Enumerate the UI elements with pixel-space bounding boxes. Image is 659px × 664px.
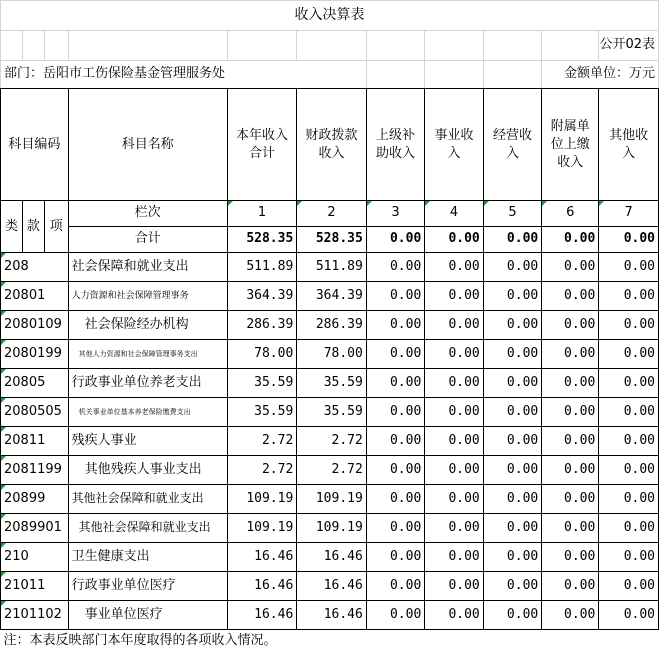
row-name: 卫生健康支出 xyxy=(68,543,227,572)
row-fiscal: 364.39 xyxy=(297,282,367,311)
footnote: 注：本表反映部门本年度取得的各项收入情况。 xyxy=(1,630,659,654)
row-affiliated: 0.00 xyxy=(542,253,599,282)
header-operating-text: 经营收入 xyxy=(492,127,532,161)
row-business: 0.00 xyxy=(425,514,483,543)
row-business: 0.00 xyxy=(425,427,483,456)
row-business: 0.00 xyxy=(425,369,483,398)
table-row xyxy=(1,340,659,369)
header-other xyxy=(599,89,659,201)
row-operating: 0.00 xyxy=(483,369,541,398)
row-other: 0.00 xyxy=(599,253,659,282)
row-name: 其他残疾人事业支出 xyxy=(68,456,227,485)
row-code: 20805 xyxy=(1,369,69,398)
row-fiscal: 2.72 xyxy=(297,427,367,456)
row-affiliated: 0.00 xyxy=(542,369,599,398)
row-name: 社会保险经办机构 xyxy=(68,311,227,340)
row-total: 2.72 xyxy=(227,427,297,456)
header-total xyxy=(227,89,297,201)
column-no-4: 4 xyxy=(425,201,483,227)
table-row xyxy=(1,485,659,514)
row-name: 其他社会保障和就业支出 xyxy=(68,514,227,543)
row-code: 2101102 xyxy=(1,601,69,630)
row-name: 其他社会保障和就业支出 xyxy=(68,485,227,514)
row-fiscal: 511.89 xyxy=(297,253,367,282)
row-total: 109.19 xyxy=(227,485,297,514)
row-total: 109.19 xyxy=(227,514,297,543)
row-business: 0.00 xyxy=(425,340,483,369)
row-code: 2080199 xyxy=(1,340,69,369)
column-no-1: 1 xyxy=(227,201,297,227)
row-operating: 0.00 xyxy=(483,311,541,340)
header-fiscal-text: 财政拨款收入 xyxy=(305,127,358,161)
header-business-text: 事业收入 xyxy=(434,127,474,161)
row-total: 2.72 xyxy=(227,456,297,485)
header-subject-code: 科目编码 xyxy=(1,89,69,201)
table-row xyxy=(1,311,659,340)
row-superior: 0.00 xyxy=(366,427,424,456)
department-label: 部门：岳阳市工伤保险基金管理服务处 xyxy=(1,61,367,89)
row-fiscal: 109.19 xyxy=(297,514,367,543)
row-business: 0.00 xyxy=(425,253,483,282)
header-operating xyxy=(483,89,541,201)
row-other: 0.00 xyxy=(599,543,659,572)
row-code: 21011 xyxy=(1,572,69,601)
row-other: 0.00 xyxy=(599,601,659,630)
row-fiscal: 2.72 xyxy=(297,456,367,485)
header-kuan: 款 xyxy=(22,201,44,253)
row-business: 0.00 xyxy=(425,543,483,572)
row-code: 2089901 xyxy=(1,514,69,543)
row-total: 16.46 xyxy=(227,601,297,630)
row-superior: 0.00 xyxy=(366,485,424,514)
row-superior: 0.00 xyxy=(366,253,424,282)
row-code: 20801 xyxy=(1,282,69,311)
row-code: 208 xyxy=(1,253,69,282)
row-name: 机关事业单位基本养老保险缴费支出 xyxy=(68,398,227,427)
row-business: 0.00 xyxy=(425,601,483,630)
table-row xyxy=(1,456,659,485)
unit-label: 金额单位：万元 xyxy=(542,61,659,89)
row-other: 0.00 xyxy=(599,398,659,427)
row-fiscal: 286.39 xyxy=(297,311,367,340)
column-no-6: 6 xyxy=(542,201,599,227)
row-business: 0.00 xyxy=(425,485,483,514)
row-total: 16.46 xyxy=(227,543,297,572)
row-superior: 0.00 xyxy=(366,311,424,340)
header-fiscal xyxy=(297,89,367,201)
row-affiliated: 0.00 xyxy=(542,311,599,340)
row-affiliated: 0.00 xyxy=(542,543,599,572)
row-fiscal: 35.59 xyxy=(297,398,367,427)
column-no-5: 5 xyxy=(483,201,541,227)
column-no-7: 7 xyxy=(599,201,659,227)
row-code: 2080505 xyxy=(1,398,69,427)
column-no-3: 3 xyxy=(366,201,424,227)
row-operating: 0.00 xyxy=(483,456,541,485)
row-name: 人力资源和社会保障管理事务 xyxy=(68,282,227,311)
sum-affiliated: 0.00 xyxy=(542,227,599,253)
row-name: 社会保障和就业支出 xyxy=(68,253,227,282)
row-fiscal: 78.00 xyxy=(297,340,367,369)
row-business: 0.00 xyxy=(425,572,483,601)
row-fiscal: 16.46 xyxy=(297,543,367,572)
row-operating: 0.00 xyxy=(483,340,541,369)
form-code: 公开02表 xyxy=(599,31,659,61)
row-other: 0.00 xyxy=(599,572,659,601)
table-row xyxy=(1,253,659,282)
table-title: 收入决算表 xyxy=(1,1,659,31)
row-business: 0.00 xyxy=(425,398,483,427)
row-name: 其他人力资源和社会保障管理事务支出 xyxy=(68,340,227,369)
row-code: 20899 xyxy=(1,485,69,514)
sum-business: 0.00 xyxy=(425,227,483,253)
row-superior: 0.00 xyxy=(366,572,424,601)
row-code: 20811 xyxy=(1,427,69,456)
row-operating: 0.00 xyxy=(483,514,541,543)
row-other: 0.00 xyxy=(599,369,659,398)
row-fiscal: 16.46 xyxy=(297,572,367,601)
row-superior: 0.00 xyxy=(366,514,424,543)
header-subject-name: 科目名称 xyxy=(68,89,227,201)
header-superior-text: 上级补助收入 xyxy=(376,127,416,161)
row-operating: 0.00 xyxy=(483,427,541,456)
row-other: 0.00 xyxy=(599,282,659,311)
row-name: 行政事业单位养老支出 xyxy=(68,369,227,398)
sum-total: 528.35 xyxy=(227,227,297,253)
row-code: 2080109 xyxy=(1,311,69,340)
header-superior xyxy=(366,89,424,201)
row-business: 0.00 xyxy=(425,311,483,340)
table-row xyxy=(1,543,659,572)
row-code: 2081199 xyxy=(1,456,69,485)
row-name: 残疾人事业 xyxy=(68,427,227,456)
header-lei: 类 xyxy=(1,201,23,253)
row-fiscal: 16.46 xyxy=(297,601,367,630)
header-other-text: 其他收入 xyxy=(609,127,649,161)
row-fiscal: 35.59 xyxy=(297,369,367,398)
row-total: 511.89 xyxy=(227,253,297,282)
row-affiliated: 0.00 xyxy=(542,485,599,514)
row-total: 35.59 xyxy=(227,369,297,398)
row-total: 16.46 xyxy=(227,572,297,601)
table-row xyxy=(1,369,659,398)
table-row xyxy=(1,398,659,427)
sum-fiscal: 528.35 xyxy=(297,227,367,253)
row-superior: 0.00 xyxy=(366,340,424,369)
row-affiliated: 0.00 xyxy=(542,282,599,311)
header-xiang: 项 xyxy=(44,201,68,253)
row-superior: 0.00 xyxy=(366,369,424,398)
row-superior: 0.00 xyxy=(366,601,424,630)
row-superior: 0.00 xyxy=(366,398,424,427)
table-row xyxy=(1,427,659,456)
row-operating: 0.00 xyxy=(483,601,541,630)
row-name: 事业单位医疗 xyxy=(68,601,227,630)
sum-superior: 0.00 xyxy=(366,227,424,253)
row-affiliated: 0.00 xyxy=(542,398,599,427)
row-operating: 0.00 xyxy=(483,253,541,282)
row-other: 0.00 xyxy=(599,514,659,543)
header-affiliated-text: 附属单位上缴收入 xyxy=(550,118,590,170)
row-other: 0.00 xyxy=(599,340,659,369)
sum-label: 合计 xyxy=(68,227,227,253)
row-name: 行政事业单位医疗 xyxy=(68,572,227,601)
row-business: 0.00 xyxy=(425,456,483,485)
table-row xyxy=(1,514,659,543)
row-total: 78.00 xyxy=(227,340,297,369)
row-superior: 0.00 xyxy=(366,456,424,485)
row-affiliated: 0.00 xyxy=(542,514,599,543)
row-total: 35.59 xyxy=(227,398,297,427)
row-operating: 0.00 xyxy=(483,572,541,601)
row-total: 286.39 xyxy=(227,311,297,340)
sum-other: 0.00 xyxy=(599,227,659,253)
row-operating: 0.00 xyxy=(483,485,541,514)
row-operating: 0.00 xyxy=(483,282,541,311)
table-row xyxy=(1,601,659,630)
sum-operating: 0.00 xyxy=(483,227,541,253)
column-no-2: 2 xyxy=(297,201,367,227)
row-other: 0.00 xyxy=(599,427,659,456)
row-affiliated: 0.00 xyxy=(542,456,599,485)
row-affiliated: 0.00 xyxy=(542,340,599,369)
header-business xyxy=(425,89,483,201)
row-total: 364.39 xyxy=(227,282,297,311)
row-other: 0.00 xyxy=(599,456,659,485)
row-fiscal: 109.19 xyxy=(297,485,367,514)
row-other: 0.00 xyxy=(599,485,659,514)
row-superior: 0.00 xyxy=(366,282,424,311)
row-code: 210 xyxy=(1,543,69,572)
table-row xyxy=(1,572,659,601)
row-operating: 0.00 xyxy=(483,398,541,427)
row-business: 0.00 xyxy=(425,282,483,311)
column-no-label: 栏次 xyxy=(68,201,227,227)
header-affiliated xyxy=(542,89,599,201)
row-affiliated: 0.00 xyxy=(542,601,599,630)
row-other: 0.00 xyxy=(599,311,659,340)
row-superior: 0.00 xyxy=(366,543,424,572)
header-total-text: 本年收入合计 xyxy=(236,127,289,161)
row-affiliated: 0.00 xyxy=(542,572,599,601)
table-row xyxy=(1,282,659,311)
row-operating: 0.00 xyxy=(483,543,541,572)
row-affiliated: 0.00 xyxy=(542,427,599,456)
